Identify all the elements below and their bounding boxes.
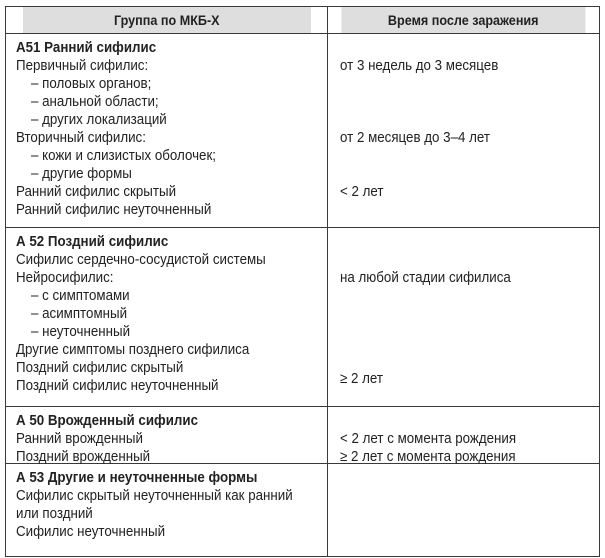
- group-item: Нейросифилис:: [16, 270, 114, 287]
- group-item: – других локализаций: [31, 112, 167, 128]
- group-item: – неуточненный: [31, 324, 131, 341]
- header-time-after-infection: Время после заражения: [341, 7, 586, 34]
- table-body: [6, 34, 600, 557]
- group-heading: А 52 Поздний сифилис: [16, 234, 169, 251]
- group-item: – кожи и слизистых оболочек;: [31, 148, 217, 164]
- group-item: Ранний врожденный: [16, 431, 143, 448]
- table-row: [6, 407, 600, 464]
- group-item: – с симптомами: [31, 288, 130, 305]
- time-cell: [327, 228, 599, 407]
- group-item: – асимптомный: [31, 306, 128, 323]
- time-value: ≥ 2 лет: [339, 370, 383, 387]
- group-item: Сифилис сердечно-сосудистой системы: [16, 252, 266, 269]
- time-cell: [327, 407, 599, 464]
- time-value: ≥ 2 лет с момента рождения: [339, 449, 516, 466]
- table-row: [6, 228, 600, 407]
- group-item: Сифилис скрытый неуточненный как ранний: [16, 488, 293, 505]
- icd-group-cell: [6, 407, 328, 464]
- group-heading: А51 Ранний сифилис: [16, 40, 157, 56]
- group-item: Поздний сифилис скрытый: [16, 360, 184, 377]
- icd-syphilis-table: [5, 6, 600, 557]
- group-item: Другие симптомы позднего сифилиса: [16, 342, 250, 359]
- table-row: [6, 464, 600, 557]
- table-header-row: [6, 7, 600, 34]
- time-cell: [327, 34, 599, 228]
- icd-group-cell: [6, 464, 328, 557]
- group-heading: А 53 Другие и неуточненные формы: [16, 470, 258, 487]
- time-cell: [327, 464, 599, 557]
- icd-group-cell: [6, 228, 328, 407]
- group-item: Ранний сифилис неуточненный: [16, 202, 212, 218]
- time-value: от 2 месяцев до 3–4 лет: [339, 130, 490, 146]
- header-icd-group: Группа по МКБ-X: [22, 7, 311, 34]
- icd-group-cell: [6, 34, 328, 228]
- group-item: Поздний врожденный: [16, 449, 151, 466]
- group-item: – другие формы: [31, 166, 132, 182]
- group-item: Сифилис неуточненный: [16, 524, 166, 541]
- group-item: Вторичный сифилис:: [16, 130, 146, 146]
- group-item: Ранний сифилис скрытый: [16, 184, 177, 200]
- time-value: < 2 лет: [339, 184, 384, 200]
- group-item: – половых органов;: [31, 76, 152, 92]
- group-item: или поздний: [16, 506, 93, 523]
- time-value: на любой стадии сифилиса: [339, 270, 511, 287]
- group-item: Поздний сифилис неуточненный: [16, 378, 219, 395]
- group-item: – анальной области;: [31, 94, 159, 110]
- table-row: [6, 34, 600, 228]
- group-heading: А 50 Врожденный сифилис: [16, 413, 198, 430]
- time-value: < 2 лет с момента рождения: [339, 431, 516, 448]
- time-value: от 3 недель до 3 месяцев: [339, 58, 498, 74]
- group-item: Первичный сифилис:: [16, 58, 149, 74]
